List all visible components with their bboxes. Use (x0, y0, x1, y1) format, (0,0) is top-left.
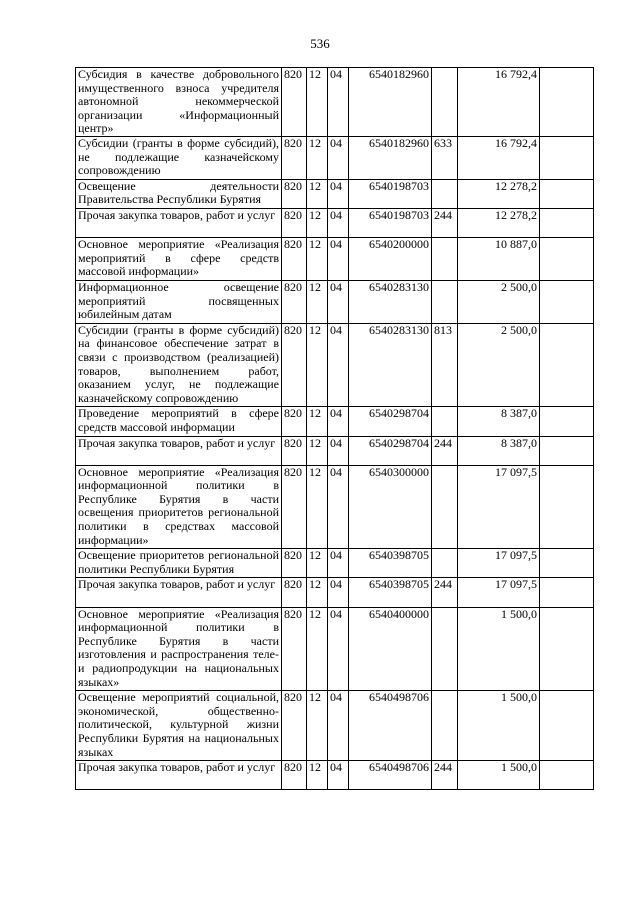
row-extra-cell (540, 465, 594, 549)
row-amount-cell: 17 097,5 (458, 465, 540, 549)
row-target-code-cell: 6540198703 (349, 208, 432, 237)
row-expense-type-cell: 244 (432, 761, 458, 790)
row-amount-cell: 1 500,0 (458, 761, 540, 790)
row-target-code-cell: 6540182960 (349, 68, 432, 137)
row-amount-cell: 10 887,0 (458, 238, 540, 281)
row-expense-type-cell (432, 407, 458, 436)
table-row (76, 407, 594, 436)
row-name-cell: Прочая закупка товаров, работ и услуг (76, 578, 282, 607)
row-amount-cell: 1 500,0 (458, 691, 540, 761)
page-number: 536 (310, 36, 330, 51)
table-row (76, 436, 594, 465)
row-expense-type-cell: 244 (432, 578, 458, 607)
budget-table (75, 67, 594, 790)
row-expense-type-cell: 244 (432, 436, 458, 465)
row-extra-cell (540, 323, 594, 407)
row-section-cell: 12 (307, 691, 328, 761)
row-amount-cell: 17 097,5 (458, 578, 540, 607)
row-name-cell: Освещение мероприятий социальной, экономической, общественно-политической, культурной жизни Республики Бурятия на национальных языках (76, 691, 282, 761)
row-target-code-cell: 6540300000 (349, 465, 432, 549)
row-section-cell: 12 (307, 407, 328, 436)
row-expense-type-cell (432, 607, 458, 691)
row-name-cell: Проведение мероприятий в сфере средств массовой информации (76, 407, 282, 436)
table-row (76, 136, 594, 179)
row-name-cell: Информационное освещение мероприятий посвященных юбилейным датам (76, 280, 282, 323)
row-subsection-cell: 04 (328, 691, 349, 761)
table-row (76, 465, 594, 549)
row-name-cell: Основное мероприятие «Реализация мероприятий в сфере средств массовой информации» (76, 238, 282, 281)
row-extra-cell (540, 68, 594, 137)
row-admin-code-cell: 820 (282, 323, 307, 407)
row-expense-type-cell: 633 (432, 136, 458, 179)
row-section-cell: 12 (307, 280, 328, 323)
row-target-code-cell: 6540283130 (349, 280, 432, 323)
row-section-cell: 12 (307, 208, 328, 237)
row-extra-cell (540, 549, 594, 578)
row-amount-cell: 8 387,0 (458, 436, 540, 465)
row-expense-type-cell: 813 (432, 323, 458, 407)
row-extra-cell (540, 136, 594, 179)
table-row (76, 607, 594, 691)
row-target-code-cell: 6540400000 (349, 607, 432, 691)
row-extra-cell (540, 691, 594, 761)
row-extra-cell (540, 407, 594, 436)
table-row (76, 578, 594, 607)
row-admin-code-cell: 820 (282, 465, 307, 549)
row-admin-code-cell: 820 (282, 68, 307, 137)
table-row (76, 208, 594, 237)
row-subsection-cell: 04 (328, 179, 349, 208)
table-row (76, 549, 594, 578)
row-expense-type-cell: 244 (432, 208, 458, 237)
row-admin-code-cell: 820 (282, 179, 307, 208)
row-name-cell: Основное мероприятие «Реализация информационной политики в Республике Бурятия в части изготовления и распространения теле- и радиопродукции на национальных языках» (76, 607, 282, 691)
row-subsection-cell: 04 (328, 323, 349, 407)
row-extra-cell (540, 436, 594, 465)
row-target-code-cell: 6540398705 (349, 549, 432, 578)
row-name-cell: Субсидия в качестве добровольного имущественного взноса учредителя автономной некоммерческой организации «Информационный центр» (76, 68, 282, 137)
row-extra-cell (540, 238, 594, 281)
row-subsection-cell: 04 (328, 465, 349, 549)
row-expense-type-cell (432, 68, 458, 137)
row-target-code-cell: 6540398705 (349, 578, 432, 607)
row-admin-code-cell: 820 (282, 136, 307, 179)
row-target-code-cell: 6540182960 (349, 136, 432, 179)
row-admin-code-cell: 820 (282, 761, 307, 790)
row-expense-type-cell (432, 691, 458, 761)
row-section-cell: 12 (307, 549, 328, 578)
row-target-code-cell: 6540298704 (349, 436, 432, 465)
row-subsection-cell: 04 (328, 136, 349, 179)
row-section-cell: 12 (307, 323, 328, 407)
row-section-cell: 12 (307, 436, 328, 465)
table-row (76, 68, 594, 137)
row-expense-type-cell (432, 465, 458, 549)
row-admin-code-cell: 820 (282, 436, 307, 465)
row-subsection-cell: 04 (328, 238, 349, 281)
row-amount-cell: 12 278,2 (458, 179, 540, 208)
row-section-cell: 12 (307, 607, 328, 691)
table-row (76, 179, 594, 208)
row-expense-type-cell (432, 549, 458, 578)
row-section-cell: 12 (307, 136, 328, 179)
row-admin-code-cell: 820 (282, 691, 307, 761)
row-subsection-cell: 04 (328, 407, 349, 436)
row-extra-cell (540, 179, 594, 208)
row-subsection-cell: 04 (328, 607, 349, 691)
row-extra-cell (540, 280, 594, 323)
row-target-code-cell: 6540198703 (349, 179, 432, 208)
row-extra-cell (540, 578, 594, 607)
row-admin-code-cell: 820 (282, 208, 307, 237)
row-name-cell: Основное мероприятие «Реализация информационной политики в Республике Бурятия в части освещения приоритетов региональной политики в средствах массовой информации» (76, 465, 282, 549)
row-amount-cell: 2 500,0 (458, 280, 540, 323)
row-amount-cell: 2 500,0 (458, 323, 540, 407)
row-extra-cell (540, 208, 594, 237)
row-target-code-cell: 6540498706 (349, 761, 432, 790)
row-admin-code-cell: 820 (282, 549, 307, 578)
row-name-cell: Освещение приоритетов региональной политики Республики Бурятия (76, 549, 282, 578)
row-amount-cell: 16 792,4 (458, 68, 540, 137)
row-expense-type-cell (432, 179, 458, 208)
table-row (76, 761, 594, 790)
table-row (76, 238, 594, 281)
row-expense-type-cell (432, 280, 458, 323)
table-row (76, 691, 594, 761)
row-name-cell: Освещение деятельности Правительства Республики Бурятия (76, 179, 282, 208)
row-section-cell: 12 (307, 761, 328, 790)
row-name-cell: Субсидии (гранты в форме субсидий), не подлежащие казначейскому сопровождению (76, 136, 282, 179)
row-section-cell: 12 (307, 238, 328, 281)
row-section-cell: 12 (307, 465, 328, 549)
row-amount-cell: 12 278,2 (458, 208, 540, 237)
row-amount-cell: 16 792,4 (458, 136, 540, 179)
table-row (76, 323, 594, 407)
table-row (76, 280, 594, 323)
row-subsection-cell: 04 (328, 549, 349, 578)
row-extra-cell (540, 607, 594, 691)
row-admin-code-cell: 820 (282, 607, 307, 691)
row-admin-code-cell: 820 (282, 578, 307, 607)
row-name-cell: Прочая закупка товаров, работ и услуг (76, 761, 282, 790)
row-extra-cell (540, 761, 594, 790)
row-admin-code-cell: 820 (282, 238, 307, 281)
row-target-code-cell: 6540498706 (349, 691, 432, 761)
row-target-code-cell: 6540200000 (349, 238, 432, 281)
row-subsection-cell: 04 (328, 280, 349, 323)
row-amount-cell: 8 387,0 (458, 407, 540, 436)
budget-table-body (76, 68, 594, 790)
row-target-code-cell: 6540298704 (349, 407, 432, 436)
row-amount-cell: 17 097,5 (458, 549, 540, 578)
row-subsection-cell: 04 (328, 68, 349, 137)
row-subsection-cell: 04 (328, 761, 349, 790)
row-target-code-cell: 6540283130 (349, 323, 432, 407)
row-name-cell: Субсидии (гранты в форме субсидий) на финансовое обеспечение затрат в связи с производством (реализацией) товаров, выполнением работ, оказанием услуг, не подлежащие казначейскому сопровождению (76, 323, 282, 407)
row-subsection-cell: 04 (328, 208, 349, 237)
row-name-cell: Прочая закупка товаров, работ и услуг (76, 208, 282, 237)
row-amount-cell: 1 500,0 (458, 607, 540, 691)
row-admin-code-cell: 820 (282, 407, 307, 436)
row-section-cell: 12 (307, 68, 328, 137)
row-section-cell: 12 (307, 179, 328, 208)
row-subsection-cell: 04 (328, 436, 349, 465)
row-subsection-cell: 04 (328, 578, 349, 607)
row-admin-code-cell: 820 (282, 280, 307, 323)
row-section-cell: 12 (307, 578, 328, 607)
row-expense-type-cell (432, 238, 458, 281)
row-name-cell: Прочая закупка товаров, работ и услуг (76, 436, 282, 465)
